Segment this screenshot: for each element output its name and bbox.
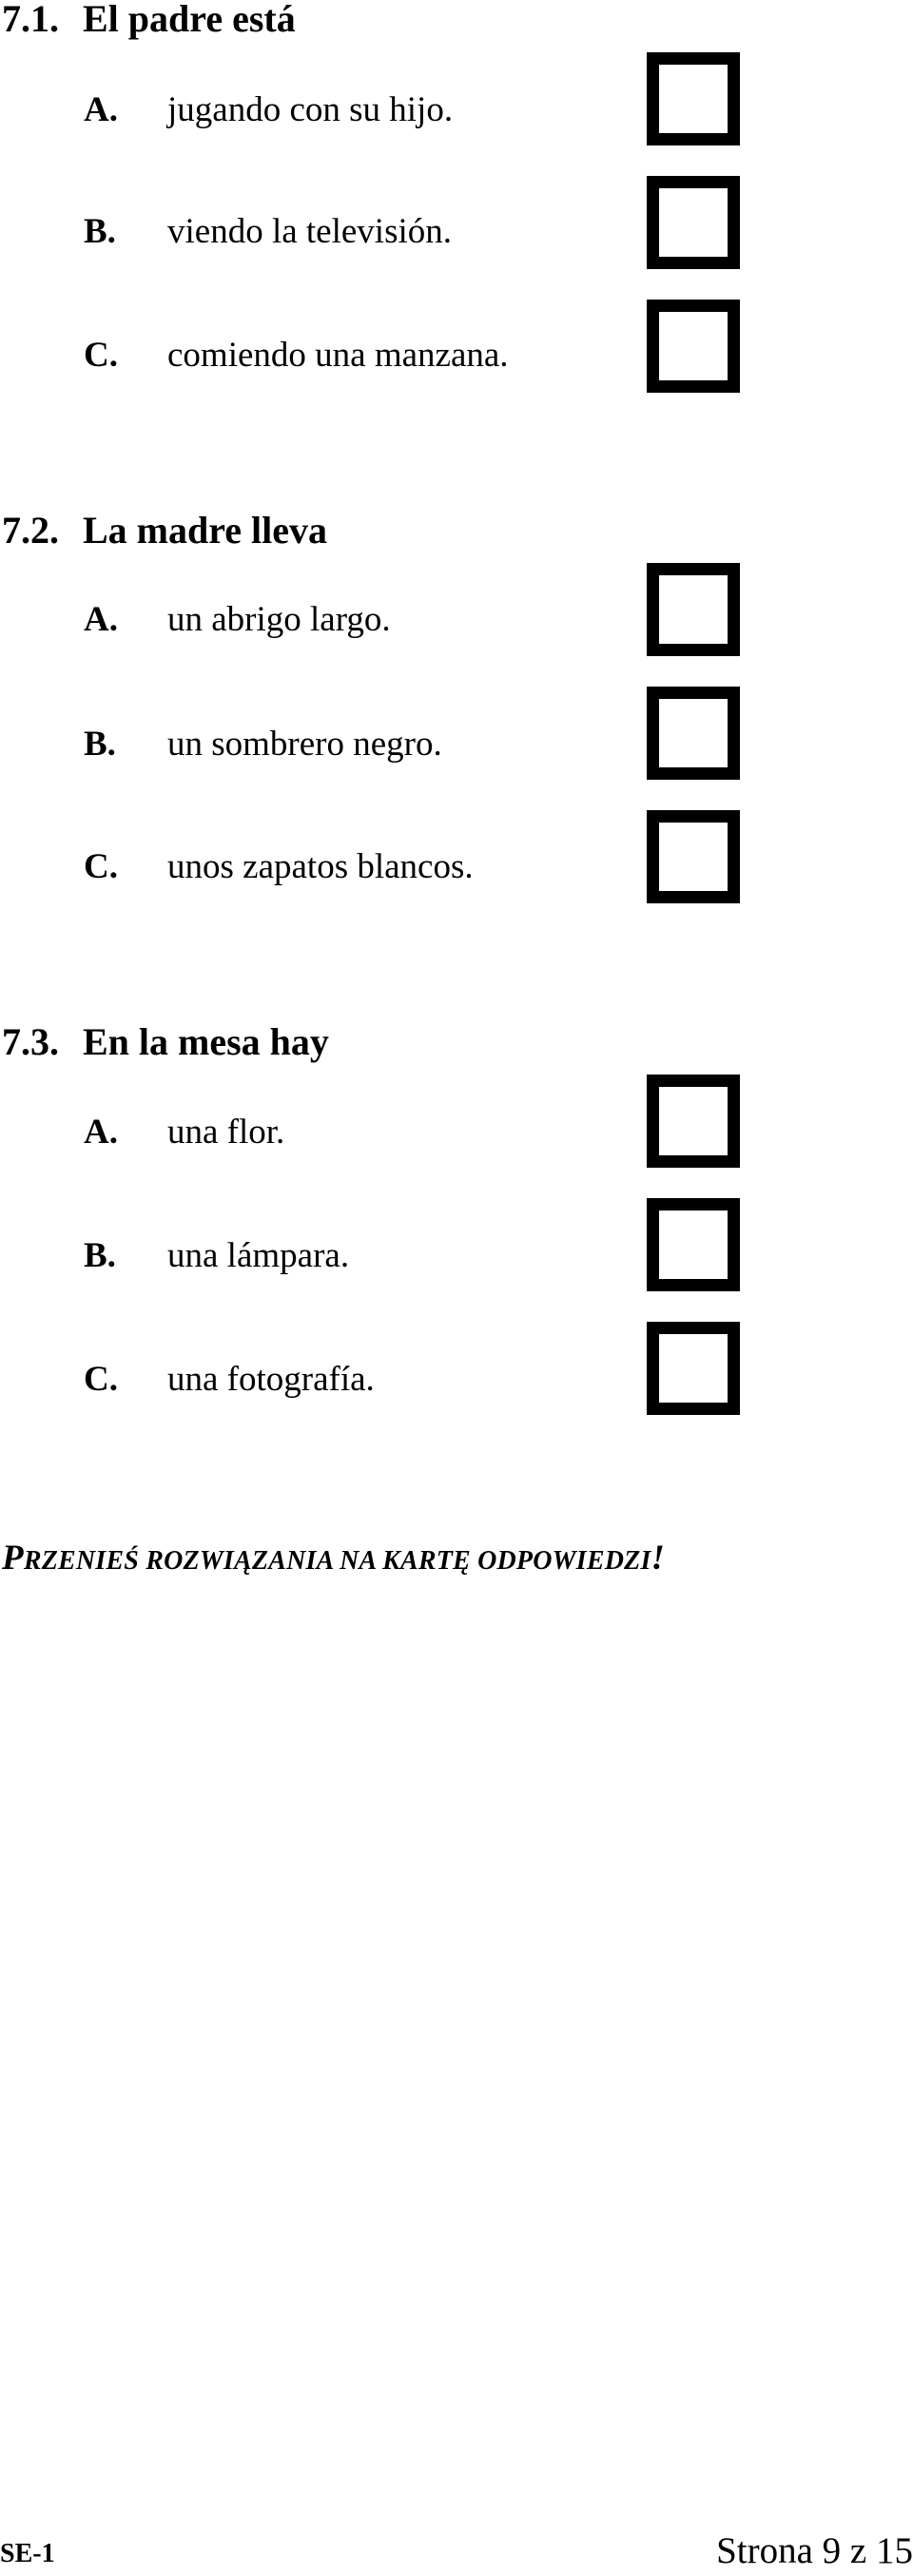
- answer-checkbox-7-1-c[interactable]: [647, 300, 740, 393]
- question-prompt: La madre lleva: [83, 509, 328, 552]
- page-number: Strona 9 z 15: [716, 2530, 913, 2571]
- answer-checkbox-7-2-b[interactable]: [647, 687, 740, 780]
- question-7-1-title: [2, 0, 296, 38]
- instruction-first-letter: P: [2, 1539, 24, 1578]
- option-text: un sombrero negro.: [167, 725, 442, 764]
- question-7-2-title: [2, 509, 328, 552]
- option-7-2-b: [84, 726, 442, 762]
- answer-checkbox-7-2-a[interactable]: [647, 563, 740, 656]
- option-7-1-a: [84, 92, 453, 127]
- option-text: jugando con su hijo.: [167, 90, 454, 129]
- transfer-answers-instruction: [2, 1538, 665, 1579]
- option-text: unos zapatos blancos.: [167, 847, 474, 886]
- question-prompt: En la mesa hay: [83, 1020, 329, 1063]
- option-letter: A.: [84, 1113, 118, 1152]
- option-text: una lámpara.: [167, 1236, 350, 1275]
- option-letter: C.: [84, 1360, 118, 1399]
- option-7-1-b: [84, 214, 452, 249]
- option-letter: B.: [84, 725, 116, 764]
- answer-checkbox-7-3-b[interactable]: [647, 1198, 740, 1291]
- answer-checkbox-7-3-a[interactable]: [647, 1075, 740, 1168]
- option-letter: A.: [84, 90, 118, 129]
- question-number: 7.2.: [2, 509, 59, 552]
- answer-checkbox-7-2-c[interactable]: [647, 810, 740, 903]
- answer-checkbox-7-1-b[interactable]: [647, 176, 740, 269]
- option-letter: B.: [84, 212, 116, 251]
- answer-checkbox-7-1-a[interactable]: [647, 52, 740, 145]
- option-7-2-a: [84, 602, 391, 637]
- option-letter: B.: [84, 1236, 116, 1275]
- instruction-rest: RZENIEŚ ROZWIĄZANIA NA KARTĘ ODPOWIEDZI: [23, 1546, 651, 1576]
- option-letter: C.: [84, 336, 118, 375]
- answer-checkbox-7-3-c[interactable]: [647, 1322, 740, 1415]
- question-number: 7.3.: [2, 1020, 59, 1063]
- option-7-3-c: [84, 1362, 375, 1397]
- option-7-2-c: [84, 849, 474, 884]
- question-7-3-title: [2, 1020, 329, 1063]
- option-7-3-b: [84, 1238, 349, 1273]
- question-prompt: El padre está: [83, 0, 296, 40]
- exam-code: SE-1: [0, 2539, 55, 2568]
- question-number: 7.1.: [2, 0, 59, 40]
- option-letter: A.: [84, 600, 118, 639]
- option-text: comiendo una manzana.: [167, 336, 509, 375]
- option-text: un abrigo largo.: [167, 600, 391, 639]
- instruction-exclaim: !: [651, 1539, 666, 1578]
- option-letter: C.: [84, 847, 118, 886]
- option-text: una flor.: [167, 1113, 285, 1152]
- option-text: viendo la televisión.: [167, 212, 453, 251]
- option-7-1-c: [84, 338, 509, 373]
- option-7-3-a: [84, 1114, 284, 1150]
- option-text: una fotografía.: [167, 1360, 375, 1399]
